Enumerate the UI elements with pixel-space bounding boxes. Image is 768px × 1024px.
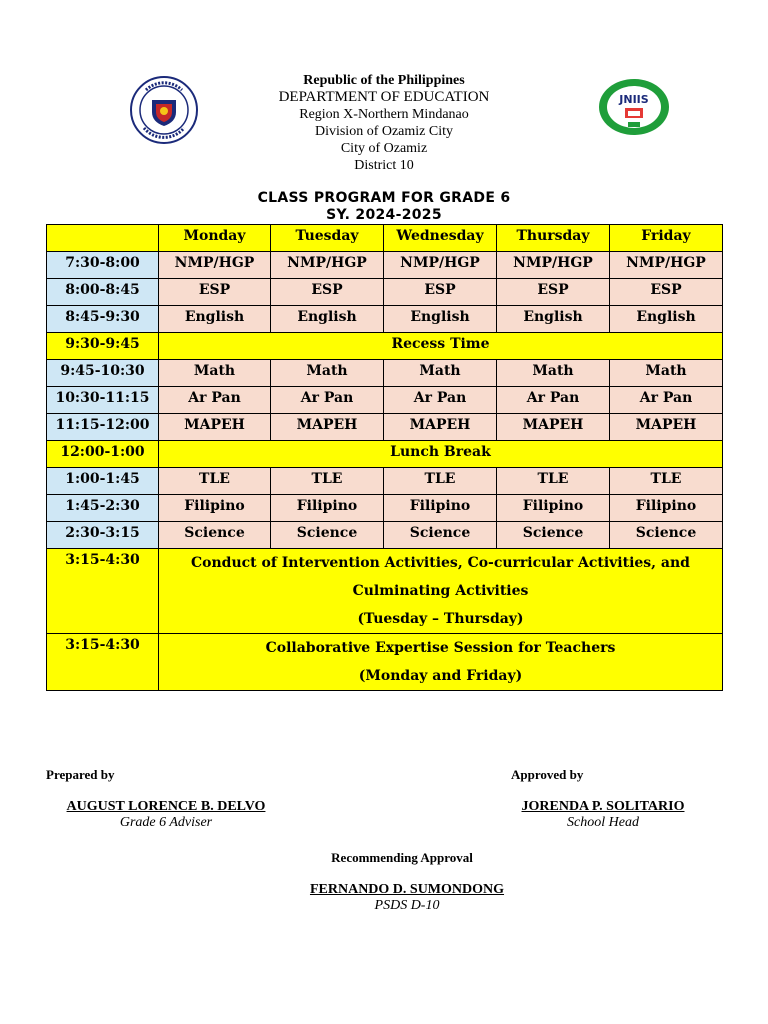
division-text: Division of Ozamiz City: [314, 124, 454, 139]
time-cell: 7:30-8:00: [47, 252, 159, 279]
activity-line: Collaborative Expertise Session for Teachers: [265, 640, 616, 656]
schedule-row: [47, 333, 723, 360]
subject-cell: Filipino: [159, 495, 271, 522]
day-header: Tuesday: [271, 225, 384, 252]
time-cell: 8:00-8:45: [47, 279, 159, 306]
schedule-row: [47, 522, 723, 549]
recommending-name: FERNANDO D. SUMONDONG: [309, 882, 505, 897]
subject-cell: TLE: [271, 468, 384, 495]
schedule-row: [47, 306, 723, 333]
subject-cell: Science: [610, 522, 723, 549]
activity-cell: [159, 549, 723, 634]
schedule-row: [47, 279, 723, 306]
republic-text: Republic of the Philippines: [303, 73, 465, 88]
approved-by-signature: [503, 799, 703, 831]
subject-cell: Filipino: [497, 495, 610, 522]
day-header: Thursday: [497, 225, 610, 252]
approved-by-label: Approved by: [511, 767, 584, 782]
activity-line: Conduct of Intervention Activities, Co-curricular Activities, and: [191, 555, 690, 571]
activity-line: (Monday and Friday): [358, 668, 523, 684]
subject-cell: English: [159, 306, 271, 333]
subject-cell: TLE: [384, 468, 497, 495]
subject-cell: Ar Pan: [384, 387, 497, 414]
subject-cell: English: [610, 306, 723, 333]
subject-cell: TLE: [497, 468, 610, 495]
prepared-by-signature: [46, 799, 286, 831]
recommending-signature: [0, 882, 768, 914]
day-header: Wednesday: [384, 225, 497, 252]
subject-cell: NMP/HGP: [271, 252, 384, 279]
subject-cell: NMP/HGP: [159, 252, 271, 279]
time-cell: 3:15-4:30: [47, 634, 159, 691]
subject-cell: English: [384, 306, 497, 333]
subject-cell: Ar Pan: [159, 387, 271, 414]
corner-cell: [47, 225, 159, 252]
subject-cell: ESP: [497, 279, 610, 306]
subject-cell: Filipino: [610, 495, 723, 522]
day-header: Monday: [159, 225, 271, 252]
time-cell: 11:15-12:00: [47, 414, 159, 441]
subject-cell: Ar Pan: [610, 387, 723, 414]
time-cell: 3:15-4:30: [47, 549, 159, 634]
subject-cell: NMP/HGP: [384, 252, 497, 279]
subject-cell: TLE: [610, 468, 723, 495]
subject-cell: Science: [271, 522, 384, 549]
subject-cell: Ar Pan: [497, 387, 610, 414]
schedule-row: [47, 387, 723, 414]
activity-cell: [159, 634, 723, 691]
recommending-label: Recommending Approval: [331, 850, 473, 865]
activity-row: [47, 549, 723, 634]
subject-cell: MAPEH: [497, 414, 610, 441]
time-cell: 8:45-9:30: [47, 306, 159, 333]
time-cell: 12:00-1:00: [47, 441, 159, 468]
time-cell: 9:45-10:30: [47, 360, 159, 387]
subject-cell: MAPEH: [271, 414, 384, 441]
subject-cell: Math: [610, 360, 723, 387]
class-schedule-table: [46, 224, 723, 691]
subject-cell: English: [271, 306, 384, 333]
prepared-by-name: AUGUST LORENCE B. DELVO: [66, 799, 266, 814]
schedule-row: [47, 495, 723, 522]
time-cell: 9:30-9:45: [47, 333, 159, 360]
school-seal-text: JNIIS: [619, 93, 649, 106]
break-cell: Lunch Break: [159, 441, 723, 468]
approved-by-name: JORENDA P. SOLITARIO: [521, 799, 685, 814]
subject-cell: ESP: [159, 279, 271, 306]
subject-cell: MAPEH: [610, 414, 723, 441]
subject-cell: Math: [497, 360, 610, 387]
title-line-1: CLASS PROGRAM FOR GRADE 6: [257, 190, 511, 206]
recommending-approval-block: [0, 850, 768, 866]
approved-by-position: School Head: [567, 815, 639, 830]
subject-cell: Math: [159, 360, 271, 387]
subject-cell: Filipino: [384, 495, 497, 522]
region-text: Region X-Northern Mindanao: [299, 107, 469, 122]
subject-cell: NMP/HGP: [610, 252, 723, 279]
letterhead: [0, 72, 768, 174]
subject-cell: Science: [384, 522, 497, 549]
subject-cell: ESP: [384, 279, 497, 306]
day-header: Friday: [610, 225, 723, 252]
subject-cell: English: [497, 306, 610, 333]
subject-cell: Filipino: [271, 495, 384, 522]
activity-line: Culminating Activities: [352, 583, 529, 599]
subject-cell: ESP: [610, 279, 723, 306]
subject-cell: MAPEH: [384, 414, 497, 441]
district-text: District 10: [354, 158, 414, 173]
activity-row: [47, 634, 723, 691]
schedule-row: [47, 414, 723, 441]
time-cell: 1:00-1:45: [47, 468, 159, 495]
prepared-by-label: Prepared by: [46, 767, 115, 782]
time-cell: 2:30-3:15: [47, 522, 159, 549]
department-text: DEPARTMENT OF EDUCATION: [278, 89, 490, 105]
schedule-row: [47, 441, 723, 468]
schedule-row: [47, 360, 723, 387]
header-row: [47, 225, 723, 252]
schedule-row: [47, 468, 723, 495]
title-line-2: SY. 2024-2025: [326, 207, 442, 223]
subject-cell: MAPEH: [159, 414, 271, 441]
subject-cell: Math: [384, 360, 497, 387]
schedule-row: [47, 252, 723, 279]
recommending-position: PSDS D-10: [374, 898, 440, 913]
subject-cell: ESP: [271, 279, 384, 306]
approved-by-block: [511, 767, 583, 783]
city-text: City of Ozamiz: [340, 141, 428, 156]
prepared-by-block: [46, 767, 115, 783]
subject-cell: Ar Pan: [271, 387, 384, 414]
activity-line: (Tuesday – Thursday): [357, 611, 524, 627]
subject-cell: NMP/HGP: [497, 252, 610, 279]
document-title: [0, 190, 768, 224]
subject-cell: Science: [159, 522, 271, 549]
prepared-by-position: Grade 6 Adviser: [119, 815, 213, 830]
time-cell: 1:45-2:30: [47, 495, 159, 522]
subject-cell: Math: [271, 360, 384, 387]
subject-cell: TLE: [159, 468, 271, 495]
break-cell: Recess Time: [159, 333, 723, 360]
time-cell: 10:30-11:15: [47, 387, 159, 414]
subject-cell: Science: [497, 522, 610, 549]
